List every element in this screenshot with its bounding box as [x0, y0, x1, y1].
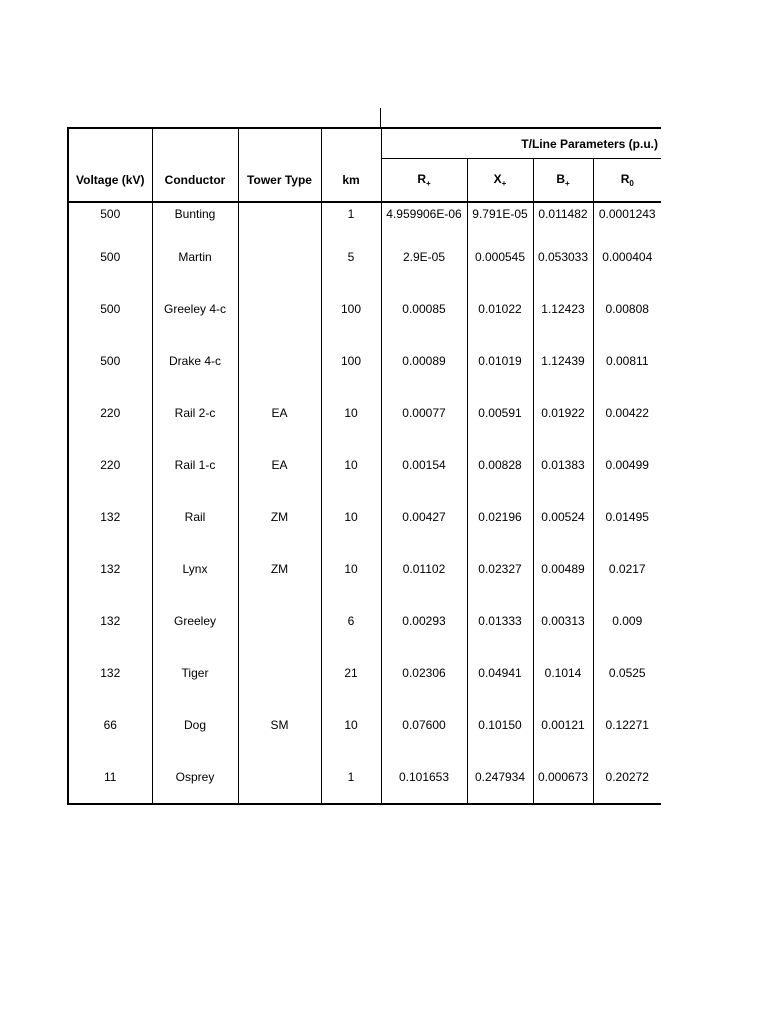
cell-x-plus: 0.01333 [467, 595, 533, 647]
cell-x-plus: 0.04941 [467, 647, 533, 699]
cell-x-plus: 0.01022 [467, 283, 533, 335]
table-row [68, 231, 661, 283]
cell-tower-type [238, 595, 321, 647]
cell-km: 1 [321, 751, 381, 804]
cell-b-plus: 0.01922 [533, 387, 593, 439]
cell-tower-type [238, 283, 321, 335]
cell-km: 21 [321, 647, 381, 699]
cell-r-plus: 2.9E-05 [381, 231, 467, 283]
cell-km: 10 [321, 491, 381, 543]
cell-r-plus: 0.00427 [381, 491, 467, 543]
cell-r-plus: 0.01102 [381, 543, 467, 595]
cell-conductor: Greeley 4-c [152, 283, 238, 335]
table-row [68, 387, 661, 439]
cell-b-plus: 0.00313 [533, 595, 593, 647]
cell-r-plus: 0.00077 [381, 387, 467, 439]
cell-conductor: Bunting [152, 202, 238, 231]
cell-voltage: 132 [68, 543, 152, 595]
table-row [68, 283, 661, 335]
cell-voltage: 11 [68, 751, 152, 804]
cell-x-plus: 0.00828 [467, 439, 533, 491]
cell-x-plus: 0.00591 [467, 387, 533, 439]
cell-r-plus: 0.00293 [381, 595, 467, 647]
cell-x-plus: 0.02327 [467, 543, 533, 595]
cell-voltage: 500 [68, 202, 152, 231]
cell-r-plus: 0.07600 [381, 699, 467, 751]
cell-b-plus: 0.00524 [533, 491, 593, 543]
cell-r-zero: 0.000404 [602, 250, 653, 264]
cell-r-zero: 0.009 [612, 614, 643, 628]
header-r-plus: $R_+$ [381, 159, 467, 203]
cell-x-plus: 0.000545 [467, 231, 533, 283]
cell-voltage: 132 [68, 595, 152, 647]
cell-r-zero: 0.0217 [608, 562, 646, 576]
header-tower-type: Tower Type [238, 159, 321, 203]
cell-km: 100 [321, 283, 381, 335]
group-header-tline-parameters: T/Line Parameters (p.u.) [381, 128, 661, 159]
cell-conductor: Osprey [152, 751, 238, 804]
cell-b-plus: 0.000673 [533, 751, 593, 804]
cell-r-zero: 0.00811 [606, 354, 649, 368]
cell-km: 1 [321, 202, 381, 231]
cell-b-plus: 0.00121 [533, 699, 593, 751]
cell-x-plus: 0.247934 [467, 751, 533, 804]
cell-conductor: Rail 2-c [152, 387, 238, 439]
cell-r-plus: 0.00089 [381, 335, 467, 387]
table-row [68, 202, 661, 231]
header-conductor: Conductor [152, 159, 238, 203]
cell-tower-type: EA [238, 387, 321, 439]
cell-r-plus: 0.101653 [381, 751, 467, 804]
cell-km: 100 [321, 335, 381, 387]
cell-x-plus: 0.02196 [467, 491, 533, 543]
cell-km: 5 [321, 231, 381, 283]
cell-b-plus: 0.00489 [533, 543, 593, 595]
cell-voltage: 220 [68, 439, 152, 491]
transmission-line-parameters-table [67, 127, 661, 805]
cell-tower-type: ZM [238, 543, 321, 595]
cell-x-plus: 9.791E-05 [467, 202, 533, 231]
cell-conductor: Dog [152, 699, 238, 751]
cell-conductor: Lynx [152, 543, 238, 595]
header-x-plus: $X_+$ [467, 159, 533, 203]
cell-r-zero: 0.01495 [605, 510, 649, 524]
cell-tower-type [238, 202, 321, 231]
cell-tower-type [238, 231, 321, 283]
cell-voltage: 132 [68, 491, 152, 543]
cell-km: 10 [321, 699, 381, 751]
cell-r-zero: 0.00808 [605, 302, 649, 316]
cell-conductor: Rail 1-c [152, 439, 238, 491]
cell-r-plus: 0.00154 [381, 439, 467, 491]
cell-b-plus: 1.12423 [533, 283, 593, 335]
cell-r-plus: 0.00085 [381, 283, 467, 335]
cell-km: 10 [321, 543, 381, 595]
cell-r-zero: 0.0525 [608, 666, 646, 680]
cell-r-plus: 4.959906E-06 [381, 202, 467, 231]
cell-b-plus: 0.1014 [533, 647, 593, 699]
cell-r-zero: 0.00422 [605, 406, 649, 420]
column-divider-line [380, 108, 381, 128]
cell-r-zero: 0.00499 [605, 458, 649, 472]
cell-tower-type [238, 647, 321, 699]
cell-voltage: 500 [68, 335, 152, 387]
cell-b-plus: 0.011482 [533, 202, 593, 231]
cell-voltage: 500 [68, 231, 152, 283]
cell-b-plus: 0.01383 [533, 439, 593, 491]
cell-voltage: 500 [68, 283, 152, 335]
table-row [68, 595, 661, 647]
cell-b-plus: 1.12439 [533, 335, 593, 387]
cell-r-zero: 0.20272 [605, 770, 649, 784]
cell-x-plus: 0.01019 [467, 335, 533, 387]
table-row [68, 543, 661, 595]
header-r-zero: $R_0$ [593, 159, 661, 203]
cell-km: 10 [321, 439, 381, 491]
cell-tower-type: ZM [238, 491, 321, 543]
cell-tower-type: EA [238, 439, 321, 491]
table-row [68, 491, 661, 543]
cell-conductor: Greeley [152, 595, 238, 647]
cell-x-plus: 0.10150 [467, 699, 533, 751]
table-row [68, 699, 661, 751]
table-row [68, 647, 661, 699]
cell-tower-type [238, 335, 321, 387]
table-row [68, 751, 661, 804]
header-km: km [321, 159, 381, 203]
cell-conductor: Drake 4-c [152, 335, 238, 387]
cell-tower-type: SM [238, 699, 321, 751]
cell-conductor: Martin [152, 231, 238, 283]
cell-voltage: 66 [68, 699, 152, 751]
header-b-plus: $B_+$ [533, 159, 593, 203]
cell-r-plus: 0.02306 [381, 647, 467, 699]
cell-conductor: Rail [152, 491, 238, 543]
cell-b-plus: 0.053033 [533, 231, 593, 283]
header-voltage: Voltage (kV) [68, 159, 152, 203]
cell-conductor: Tiger [152, 647, 238, 699]
table-row [68, 439, 661, 491]
cell-km: 6 [321, 595, 381, 647]
cell-tower-type [238, 751, 321, 804]
cell-r-zero: 0.0001243 [598, 207, 656, 221]
cell-r-zero: 0.12271 [605, 718, 649, 732]
table-row [68, 335, 661, 387]
cell-km: 10 [321, 387, 381, 439]
cell-voltage: 132 [68, 647, 152, 699]
cell-voltage: 220 [68, 387, 152, 439]
